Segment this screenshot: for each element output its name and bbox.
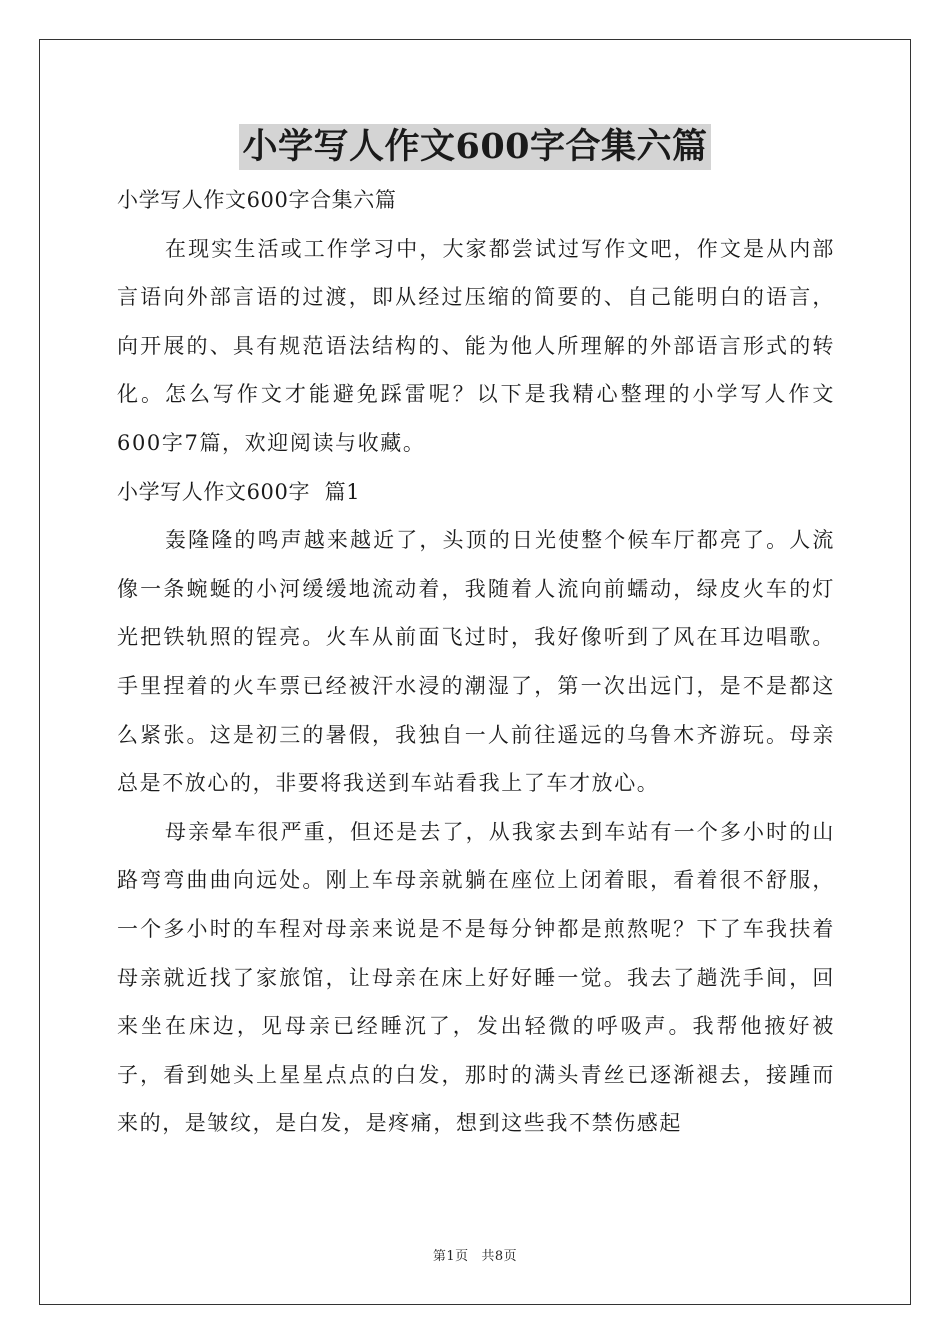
intro-paragraph: 在现实生活或工作学习中，大家都尝试过写作文吧，作文是从内部言语向外部言语的过渡，即从经过压缩的简要的、自己能明白的语言，向开展的、具有规范语法结构的、能为他人所理解的外部语言形式的转化。怎么写作文才能避免踩雷呢？以下是我精心整理的小学写人作文600字7篇，欢迎阅读与收藏。 xyxy=(117,236,835,455)
document-subtitle: 小学写人作文600字合集六篇 xyxy=(117,188,397,212)
page-number: 第1页 xyxy=(432,1249,469,1264)
document-body xyxy=(117,176,835,1148)
section-heading: 小学写人作文600字 篇1 xyxy=(117,479,361,504)
page-total: 共8页 xyxy=(481,1249,518,1264)
body-paragraph-2: 母亲晕车很严重，但还是去了，从我家去到车站有一个多小时的山路弯弯曲曲向远处。刚上车母亲就躺在座位上闭着眼，看着很不舒服，一个多小时的车程对母亲来说是不是每分钟都是煎熬呢？下了车我扶着母亲就近找了家旅馆，让母亲在床上好好睡一觉。我去了趟洗手间，回来坐在床边，见母亲已经睡沉了，发出轻微的呼吸声。我帮他掖好被子，看到她头上星星点点的白发，那时的满头青丝已逐渐褪去，接踵而来的，是皱纹，是白发，是疼痛，想到这些我不禁伤感起 xyxy=(117,819,835,1136)
document-title: 小学写人作文600字合集六篇 xyxy=(239,124,710,170)
body-paragraph-1: 轰隆隆的鸣声越来越近了，头顶的日光使整个候车厅都亮了。人流像一条蜿蜒的小河缓缓地流动着，我随着人流向前蠕动，绿皮火车的灯光把铁轨照的锃亮。火车从前面飞过时，我好像听到了风在耳边唱歌。手里捏着的火车票已经被汗水浸的潮湿了，第一次出远门，是不是都这么紧张。这是初三的暑假，我独自一人前往遥远的乌鲁木齐游玩。母亲总是不放心的，非要将我送到车站看我上了车才放心。 xyxy=(117,528,835,796)
title-container xyxy=(0,124,950,170)
page-footer xyxy=(0,1245,950,1264)
